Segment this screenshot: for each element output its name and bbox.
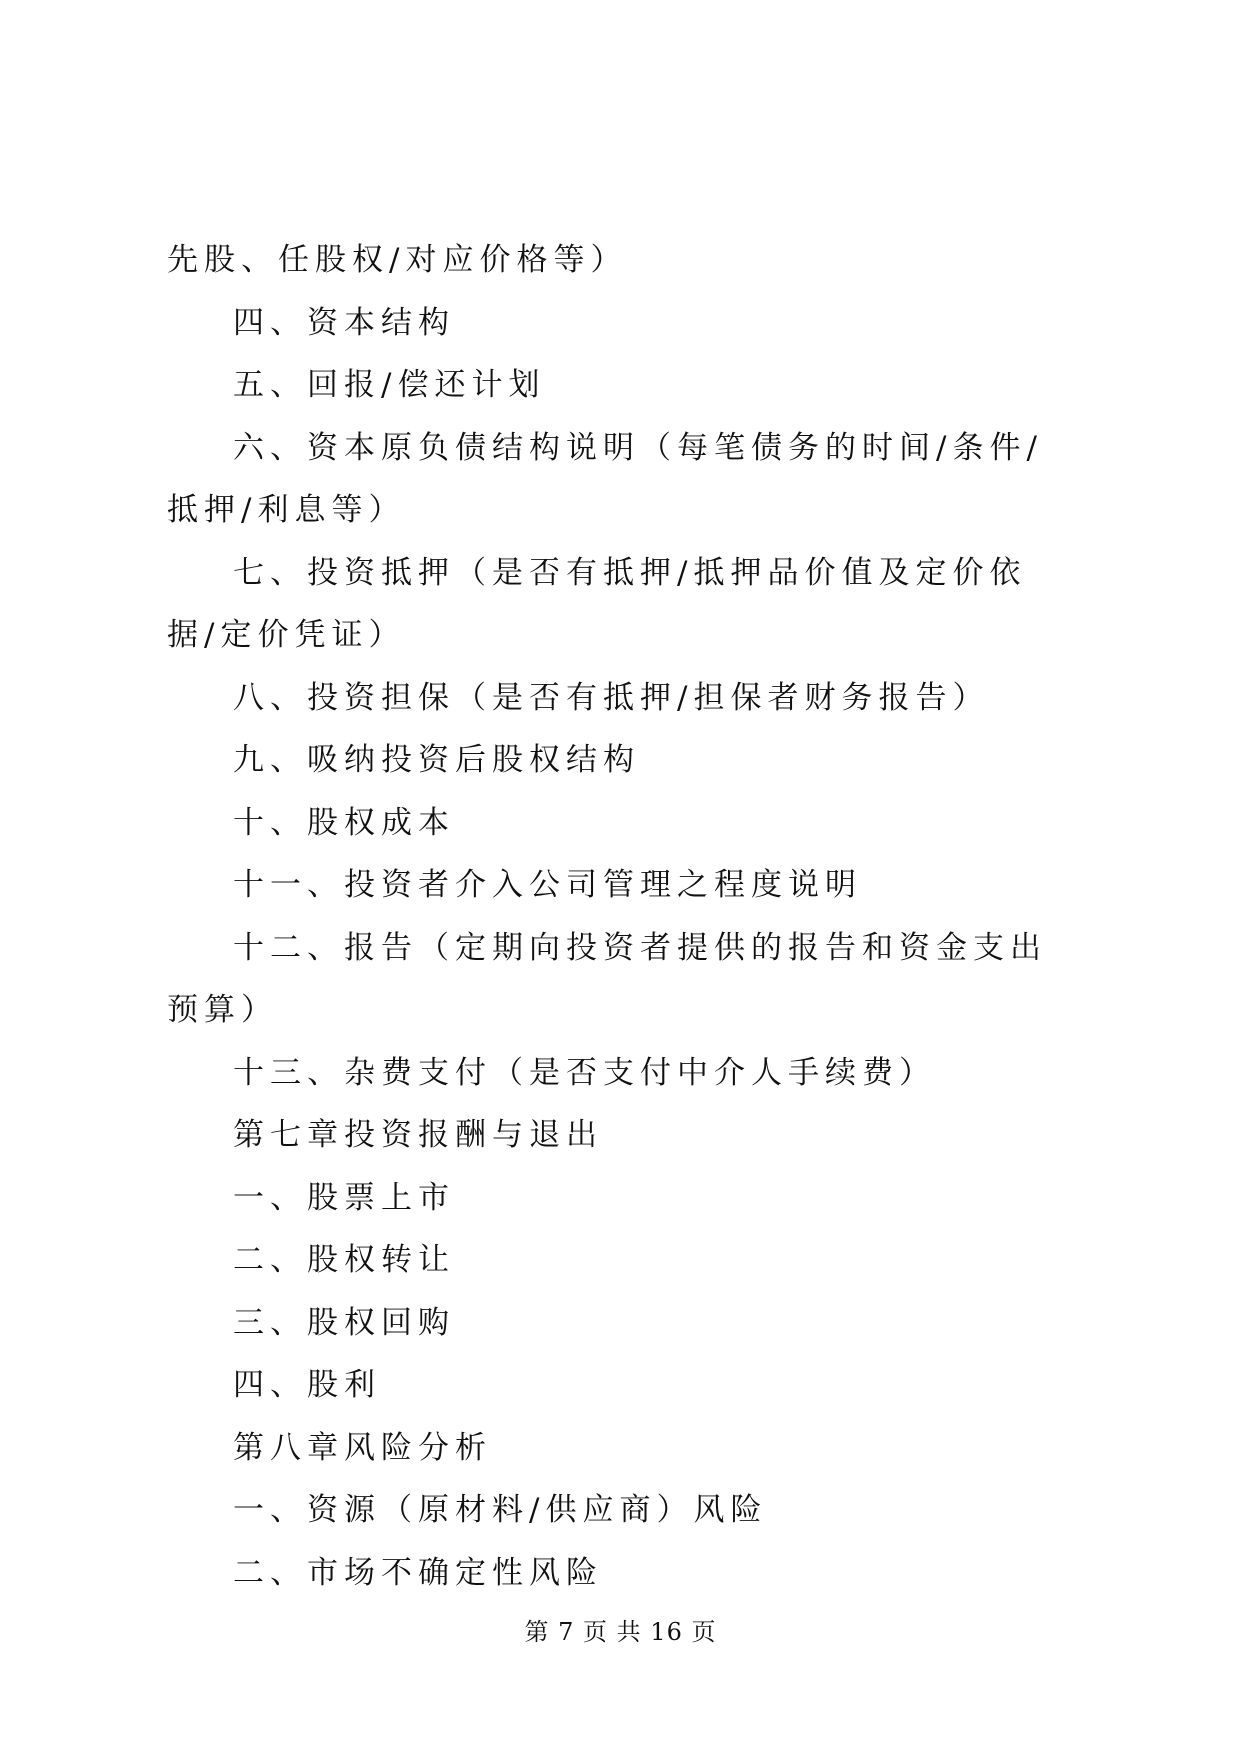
paragraph-debt-structure: 六、资本原负债结构说明（每笔债务的时间/条件/抵押/利息等） — [167, 429, 1043, 528]
paragraph-investor-involvement: 十一、投资者介入公司管理之程度说明 — [233, 867, 862, 903]
paragraph-fees: 十三、杂费支付（是否支付中介人手续费） — [233, 1054, 936, 1091]
paragraph-resource-risk: 一、资源（原材料/供应商）风险 — [233, 1492, 768, 1528]
chapter-heading-eight: 第八章风险分析 — [233, 1429, 492, 1466]
page-number-footer: 第 7 页 共 16 页 — [524, 1618, 717, 1646]
paragraph-reports: 十二、报告（定期向投资者提供的报告和资金支出预算） — [167, 929, 1047, 1028]
paragraph-investment-collateral: 七、投资抵押（是否有抵押/抵押品价值及定价依据/定价凭证） — [167, 554, 1027, 653]
paragraph-market-risk: 二、市场不确定性风险 — [233, 1554, 603, 1591]
paragraph-capital-structure: 四、资本结构 — [233, 304, 455, 341]
document-body — [167, 229, 1077, 1604]
chapter-heading-seven: 第七章投资报酬与退出 — [233, 1117, 603, 1153]
paragraph-stock-listing: 一、股票上市 — [233, 1179, 455, 1216]
paragraph-dividends: 四、股利 — [233, 1367, 381, 1403]
paragraph-equity-cost: 十、股权成本 — [233, 804, 455, 841]
paragraph-equity-buyback: 三、股权回购 — [233, 1304, 455, 1341]
paragraph-repayment-plan: 五、回报/偿还计划 — [233, 367, 546, 403]
paragraph-investment-guarantee: 八、投资担保（是否有抵押/担保者财务报告） — [233, 679, 990, 716]
paragraph-continuation: 先股、任股权/对应价格等） — [167, 242, 628, 278]
paragraph-equity-transfer: 二、股权转让 — [233, 1242, 455, 1278]
paragraph-post-investment-equity: 九、吸纳投资后股权结构 — [233, 742, 640, 778]
